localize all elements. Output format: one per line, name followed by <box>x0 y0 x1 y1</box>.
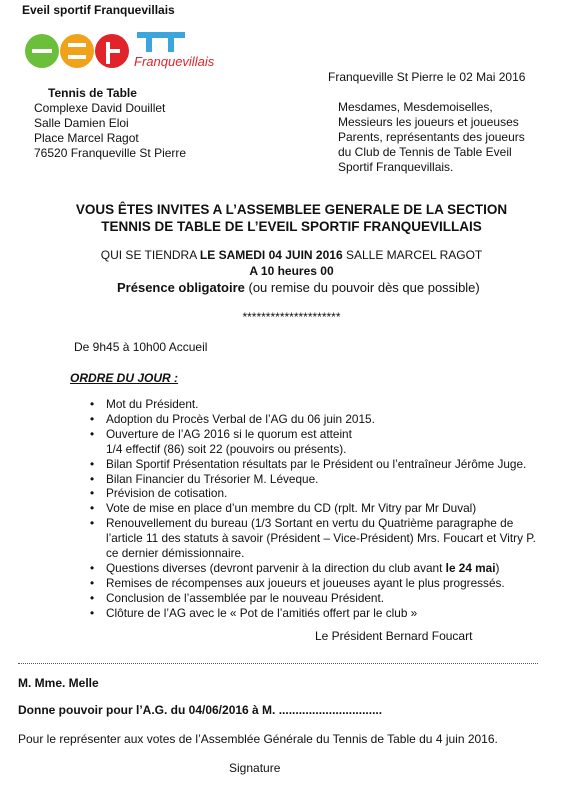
logo-tt-mark <box>137 32 185 38</box>
agenda-item: • Bilan Financier du Trésorier M. Léveque. <box>90 472 536 487</box>
recipient-line: Sportif Franquevillais. <box>338 160 454 174</box>
recipients-block <box>338 100 525 175</box>
meeting-date: LE SAMEDI 04 JUIN 2016 <box>199 248 343 262</box>
proxy-power-line: Donne pouvoir pour l’A.G. du 04/06/2016 à M. ............................... <box>18 703 383 717</box>
agenda-heading: ORDRE DU JOUR : <box>70 371 179 385</box>
letter-date: Franqueville St Pierre le 02 Mai 2016 <box>328 70 526 84</box>
recipient-line: Mesdames, Mesdemoiselles, <box>338 100 493 114</box>
agenda-item: • Adoption du Procès Verbal de l’AG du 06 juin 2015. <box>90 412 536 427</box>
organization-name: Eveil sportif Franquevillais <box>22 3 175 17</box>
agenda-item: • Conclusion de l’assemblée par le nouveau Président. <box>90 591 536 606</box>
separator-stars: ********************* <box>242 310 341 324</box>
address-line: Complexe David Douillet <box>34 101 166 115</box>
agenda-item: • Renouvellement du bureau (1/3 Sortant en vertu du Quatrième paragraphe de l’article 11 des statuts à savoir (Président – Vice-Président) Mrs. Foucart et Vitry P. ce dernier démissionnaire. <box>90 516 536 561</box>
presence-note: Présence obligatoire (ou remise du pouvoir dès que possible) <box>117 280 480 295</box>
president-signature: Le Président Bernard Foucart <box>315 629 473 643</box>
meeting-date-line: QUI SE TIENDRA LE SAMEDI 04 JUIN 2016 SALLE MARCEL RAGOT <box>100 248 483 262</box>
proxy-represent-line: Pour le représenter aux votes de l’Assemblée Générale du Tennis de Table du 4 juin 2016. <box>18 732 498 746</box>
accueil-time: De 9h45 à 10h00 Accueil <box>74 340 208 354</box>
logo-s-shape <box>60 34 94 68</box>
agenda-item: • Questions diverses (devront parvenir à la direction du club avant le 24 mai) <box>90 561 536 576</box>
meeting-time: A 10 heures 00 <box>249 264 334 278</box>
cut-line-divider <box>18 663 538 664</box>
agenda-item: • Ouverture de l’AG 2016 si le quorum est atteint 1/4 effectif (86) soit 22 (pouvoirs ou présents). <box>90 427 536 457</box>
address-line: Salle Damien Eloi <box>34 116 129 130</box>
invitation-title-line1: VOUS ÊTES INVITES A L’ASSEMBLEE GENERALE DE LA SECTION <box>75 202 508 217</box>
logo-subtitle: Franquevillais <box>134 54 215 69</box>
address-line: 76520 Franqueville St Pierre <box>34 146 187 160</box>
agenda-item: • Vote de mise en place d’un membre du CD (rplt. Mr Vitry par Mr Duval) <box>90 501 536 516</box>
agenda-item: • Mot du Président. <box>90 397 536 412</box>
club-address-block <box>34 86 186 161</box>
recipient-line: Messieurs les joueurs et joueuses <box>338 115 519 129</box>
address-line: Place Marcel Ragot <box>34 131 139 145</box>
agenda-item: • Prévision de cotisation. <box>90 486 536 501</box>
recipient-line: Parents, représentants des joueurs <box>338 130 525 144</box>
club-logo <box>22 30 215 72</box>
agenda-item: • Clôture de l’AG avec le « Pot de l’amitiés offert par le club » <box>90 606 536 621</box>
recipient-line: du Club de Tennis de Table Eveil <box>338 145 512 159</box>
agenda-item: • Bilan Sportif Présentation résultats par le Président ou l’entraîneur Jérôme Juge. <box>90 457 536 472</box>
proxy-name-line: M. Mme. Melle <box>18 676 99 690</box>
signature-label: Signature <box>229 761 281 775</box>
invitation-title-line2: TENNIS DE TABLE DE L’EVEIL SPORTIF FRANQUEVILLAIS <box>101 219 482 234</box>
agenda-item: • Remises de récompenses aux joueurs et joueuses ayant le plus progressés. <box>90 576 536 591</box>
agenda-list <box>90 397 536 621</box>
club-title: Tennis de Table <box>48 86 137 100</box>
